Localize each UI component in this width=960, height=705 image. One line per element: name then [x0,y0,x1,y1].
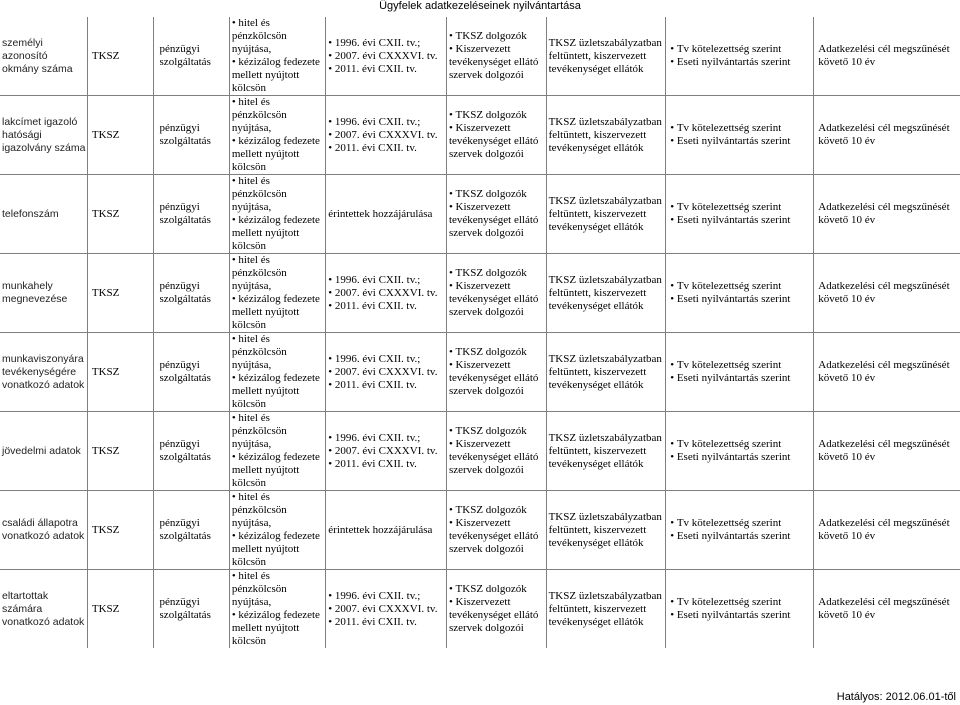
purpose-item: • hitel és pénzkölcsön nyújtása, [232,175,325,214]
legal-item: • 2007. évi CXXXVI. tv. [328,129,446,142]
org-cell: TKSZ [87,254,153,333]
legal-basis-cell [326,17,447,96]
org-cell: TKSZ [87,570,153,649]
legal-item: • 1996. évi CXII. tv.; [328,37,446,50]
retention-cell: Adatkezelési cél megszűnését követő 10 év [814,333,960,412]
legal-item: • 2011. évi CXII. tv. [328,379,446,392]
access-cell [446,254,546,333]
legal-basis-cell [326,333,447,412]
table-row [0,254,960,333]
access-cell [446,412,546,491]
legal-item: • 2007. évi CXXXVI. tv. [328,366,446,379]
purpose-item: • hitel és pénzkölcsön nyújtása, [232,17,325,56]
legal-item: • 2011. évi CXII. tv. [328,616,446,629]
access-item: • TKSZ dolgozók [449,346,546,359]
table-row [0,412,960,491]
access-item: • TKSZ dolgozók [449,109,546,122]
access-item: • TKSZ dolgozók [449,267,546,280]
access-item: • Kiszervezett tevékenységet ellátó szervek dolgozói [449,280,546,319]
recipient-cell: TKSZ üzletszabályzatban feltüntett, kiszervezett tevékenységet ellátók [546,17,666,96]
deadline-cell [666,333,814,412]
table-body [0,17,960,648]
recipient-cell: TKSZ üzletszabályzatban feltüntett, kiszervezett tevékenységet ellátók [546,96,666,175]
deadline-item: • Tv kötelezettség szerint [670,43,813,56]
access-item: • Kiszervezett tevékenységet ellátó szervek dolgozói [449,517,546,556]
service-cell: pénzügyi szolgáltatás [153,491,229,570]
recipient-cell: TKSZ üzletszabályzatban feltüntett, kiszervezett tevékenységet ellátók [546,254,666,333]
legal-item: • 2007. évi CXXXVI. tv. [328,50,446,63]
legal-basis-cell [326,570,447,649]
purpose-cell [229,254,325,333]
access-item: • Kiszervezett tevékenységet ellátó szervek dolgozói [449,122,546,161]
deadline-cell [666,17,814,96]
legal-item: • 2007. évi CXXXVI. tv. [328,287,446,300]
purpose-item: • kézizálog fedezete mellett nyújtott kölcsön [232,372,325,411]
retention-cell: Adatkezelési cél megszűnését követő 10 év [814,254,960,333]
purpose-item: • kézizálog fedezete mellett nyújtott kölcsön [232,56,325,95]
legal-text: érintettek hozzájárulása [328,207,433,220]
deadline-item: • Eseti nyilvántartás szerint [670,530,813,543]
table-row [0,17,960,96]
deadline-item: • Tv kötelezettség szerint [670,438,813,451]
purpose-cell [229,570,325,649]
service-cell: pénzügyi szolgáltatás [153,17,229,96]
access-item: • Kiszervezett tevékenységet ellátó szervek dolgozói [449,201,546,240]
deadline-cell [666,570,814,649]
service-cell: pénzügyi szolgáltatás [153,412,229,491]
access-cell [446,333,546,412]
legal-item: • 1996. évi CXII. tv.; [328,116,446,129]
deadline-item: • Eseti nyilvántartás szerint [670,293,813,306]
purpose-item: • kézizálog fedezete mellett nyújtott kölcsön [232,609,325,648]
deadline-cell [666,96,814,175]
deadline-item: • Tv kötelezettség szerint [670,596,813,609]
org-cell: TKSZ [87,412,153,491]
purpose-item: • kézizálog fedezete mellett nyújtott kölcsön [232,135,325,174]
legal-item: • 2011. évi CXII. tv. [328,63,446,76]
purpose-cell [229,175,325,254]
recipient-cell: TKSZ üzletszabályzatban feltüntett, kiszervezett tevékenységet ellátók [546,175,666,254]
purpose-item: • hitel és pénzkölcsön nyújtása, [232,570,325,609]
deadline-item: • Tv kötelezettség szerint [670,122,813,135]
data-field-cell: telefonszám [0,175,87,254]
legal-basis-cell [326,254,447,333]
access-item: • TKSZ dolgozók [449,504,546,517]
retention-cell: Adatkezelési cél megszűnését követő 10 év [814,175,960,254]
access-item: • TKSZ dolgozók [449,425,546,438]
recipient-cell: TKSZ üzletszabályzatban feltüntett, kiszervezett tevékenységet ellátók [546,491,666,570]
purpose-cell [229,491,325,570]
legal-item: • 1996. évi CXII. tv.; [328,353,446,366]
org-cell: TKSZ [87,491,153,570]
deadline-item: • Eseti nyilvántartás szerint [670,372,813,385]
deadline-cell [666,254,814,333]
data-field-cell: munkahely megnevezése [0,254,87,333]
deadline-item: • Eseti nyilvántartás szerint [670,56,813,69]
access-cell [446,175,546,254]
recipient-cell: TKSZ üzletszabályzatban feltüntett, kiszervezett tevékenységet ellátók [546,333,666,412]
deadline-item: • Eseti nyilvántartás szerint [670,451,813,464]
deadline-item: • Eseti nyilvántartás szerint [670,135,813,148]
data-field-cell: családi állapotra vonatkozó adatok [0,491,87,570]
access-item: • Kiszervezett tevékenységet ellátó szervek dolgozói [449,438,546,477]
table-row [0,333,960,412]
retention-cell: Adatkezelési cél megszűnését követő 10 év [814,491,960,570]
table-row [0,175,960,254]
recipient-cell: TKSZ üzletszabályzatban feltüntett, kiszervezett tevékenységet ellátók [546,570,666,649]
page-title: Ügyfelek adatkezeléseinek nyilvántartása [379,0,581,12]
service-cell: pénzügyi szolgáltatás [153,254,229,333]
retention-cell: Adatkezelési cél megszűnését követő 10 év [814,96,960,175]
deadline-item: • Eseti nyilvántartás szerint [670,214,813,227]
access-item: • Kiszervezett tevékenységet ellátó szervek dolgozói [449,43,546,82]
service-cell: pénzügyi szolgáltatás [153,96,229,175]
access-item: • TKSZ dolgozók [449,583,546,596]
effective-date: Hatályos: 2012.06.01-től [836,691,956,703]
deadline-item: • Tv kötelezettség szerint [670,517,813,530]
access-item: • TKSZ dolgozók [449,188,546,201]
access-cell [446,570,546,649]
deadline-item: • Tv kötelezettség szerint [670,280,813,293]
org-cell: TKSZ [87,333,153,412]
recipient-cell: TKSZ üzletszabályzatban feltüntett, kiszervezett tevékenységet ellátók [546,412,666,491]
purpose-item: • kézizálog fedezete mellett nyújtott kölcsön [232,293,325,332]
purpose-cell [229,333,325,412]
purpose-item: • kézizálog fedezete mellett nyújtott kölcsön [232,530,325,569]
table-row [0,570,960,649]
table-row [0,96,960,175]
service-cell: pénzügyi szolgáltatás [153,570,229,649]
access-item: • Kiszervezett tevékenységet ellátó szervek dolgozói [449,359,546,398]
legal-item: • 2007. évi CXXXVI. tv. [328,603,446,616]
purpose-item: • kézizálog fedezete mellett nyújtott kölcsön [232,451,325,490]
data-field-cell: munkaviszonyára tevékenységére vonatkozó adatok [0,333,87,412]
legal-item: • 2011. évi CXII. tv. [328,300,446,313]
legal-item: • 1996. évi CXII. tv.; [328,274,446,287]
legal-basis-cell [326,96,447,175]
purpose-cell [229,17,325,96]
deadline-item: • Eseti nyilvántartás szerint [670,609,813,622]
legal-item: • 2011. évi CXII. tv. [328,142,446,155]
data-register-table [0,17,960,648]
purpose-cell [229,96,325,175]
service-cell: pénzügyi szolgáltatás [153,333,229,412]
service-cell: pénzügyi szolgáltatás [153,175,229,254]
access-cell [446,17,546,96]
legal-basis-cell [326,175,447,254]
table-row [0,491,960,570]
deadline-item: • Tv kötelezettség szerint [670,201,813,214]
retention-cell: Adatkezelési cél megszűnését követő 10 év [814,570,960,649]
data-field-cell: jövedelmi adatok [0,412,87,491]
legal-item: • 2011. évi CXII. tv. [328,458,446,471]
access-item: • TKSZ dolgozók [449,30,546,43]
legal-item: • 1996. évi CXII. tv.; [328,432,446,445]
legal-basis-cell [326,491,447,570]
deadline-item: • Tv kötelezettség szerint [670,359,813,372]
deadline-cell [666,412,814,491]
purpose-cell [229,412,325,491]
retention-cell: Adatkezelési cél megszűnését követő 10 év [814,412,960,491]
legal-text: érintettek hozzájárulása [328,523,433,536]
legal-item: • 2007. évi CXXXVI. tv. [328,445,446,458]
purpose-item: • hitel és pénzkölcsön nyújtása, [232,333,325,372]
legal-basis-cell [326,412,447,491]
retention-cell: Adatkezelési cél megszűnését követő 10 év [814,17,960,96]
purpose-item: • hitel és pénzkölcsön nyújtása, [232,254,325,293]
org-cell: TKSZ [87,175,153,254]
access-cell [446,491,546,570]
data-field-cell: személyi azonosító okmány száma [2,36,73,75]
data-field-cell: lakcímet igazoló hatósági igazolvány száma [0,96,87,175]
deadline-cell [666,175,814,254]
purpose-item: • kézizálog fedezete mellett nyújtott kölcsön [232,214,325,253]
legal-item: • 1996. évi CXII. tv.; [328,590,446,603]
access-cell [446,96,546,175]
deadline-cell [666,491,814,570]
data-field-cell: eltartottak számára vonatkozó adatok [0,570,87,649]
purpose-item: • hitel és pénzkölcsön nyújtása, [232,412,325,451]
org-cell: TKSZ [87,96,153,175]
access-item: • Kiszervezett tevékenységet ellátó szervek dolgozói [449,596,546,635]
purpose-item: • hitel és pénzkölcsön nyújtása, [232,491,325,530]
org-cell: TKSZ [87,17,153,96]
purpose-item: • hitel és pénzkölcsön nyújtása, [232,96,325,135]
